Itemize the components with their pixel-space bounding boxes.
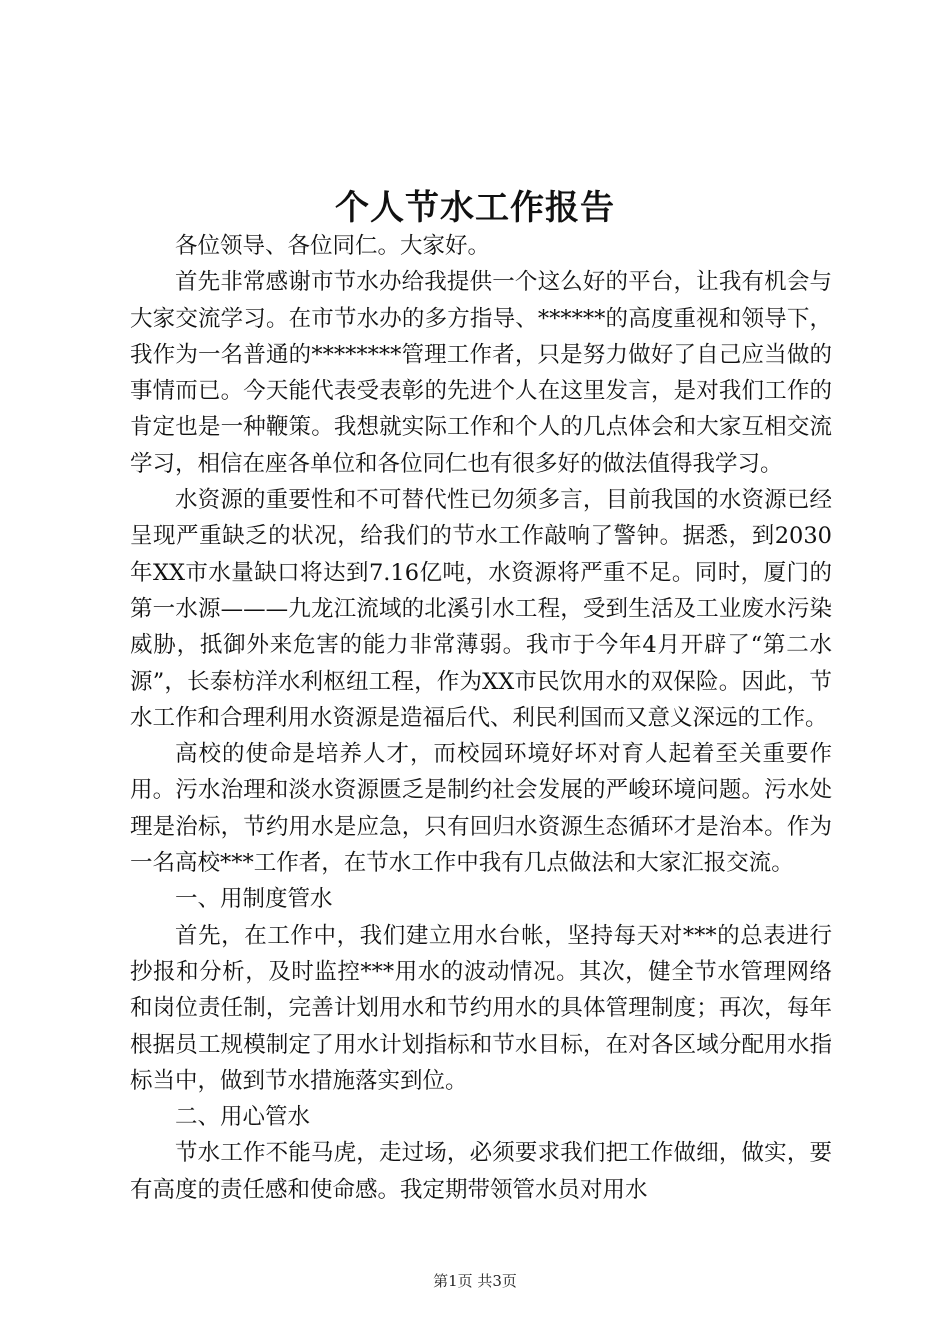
document-title: 个人节水工作报告 <box>335 188 615 228</box>
paragraph: 首先，在工作中，我们建立用水台帐，坚持每天对***的总表进行抄报和分析，及时监控***用水的波动情况。其次，健全节水管理网络和岗位责任制，完善计划用水和节约用水的具体管理制度；再次，每年根据员工规模制定了用水计划指标和节水目标，在对各区域分配用水指标当中，做到节水措施落实到位。 <box>130 922 832 1094</box>
section-heading: 一、用制度管水 <box>175 886 333 913</box>
paragraph: 高校的使命是培养人才，而校园环境好坏对育人起着至关重要作用。污水治理和淡水资源匮乏是制约社会发展的严峻环境问题。污水处理是治标，节约用水是应急，只有回归水资源生态循环才是治本。作为一名高校***工作者，在节水工作中我有几点做法和大家汇报交流。 <box>130 741 832 877</box>
section-heading: 二、用心管水 <box>175 1104 311 1131</box>
page-footer: 第1页 共3页 <box>433 1272 517 1290</box>
paragraph: 水资源的重要性和不可替代性已勿须多言，目前我国的水资源已经呈现严重缺乏的状况，给我们的节水工作敲响了警钟。据悉，到2030年XX市水量缺口将达到7.16亿吨，水资源将严重不足。同时，厦门的第一水源———九龙江流域的北溪引水工程，受到生活及工业废水污染威胁，抵御外来危害的能力非常薄弱。我市于今年4月开辟了“第二水源”，长泰枋洋水利枢纽工程，作为XX市民饮用水的双保险。因此，节水工作和合理利用水资源是造福后代、利民利国而又意义深远的工作。 <box>130 487 832 731</box>
greeting-paragraph: 各位领导、各位同仁。大家好。 <box>175 233 491 259</box>
paragraph: 节水工作不能马虎，走过场，必须要求我们把工作做细，做实，要有高度的责任感和使命感。我定期带领管水员对用水 <box>130 1140 832 1203</box>
paragraph: 首先非常感谢市节水办给我提供一个这么好的平台，让我有机会与大家交流学习。在市节水办的多方指导、******的高度重视和领导下，我作为一名普通的********管理工作者，只是努力做好了自己应当做的事情而已。今天能代表受表彰的先进个人在这里发言，是对我们工作的肯定也是一种鞭策。我想就实际工作和个人的几点体会和大家互相交流学习，相信在座各单位和各位同仁也有很多好的做法值得我学习。 <box>130 269 832 477</box>
document-body <box>130 228 832 1208</box>
